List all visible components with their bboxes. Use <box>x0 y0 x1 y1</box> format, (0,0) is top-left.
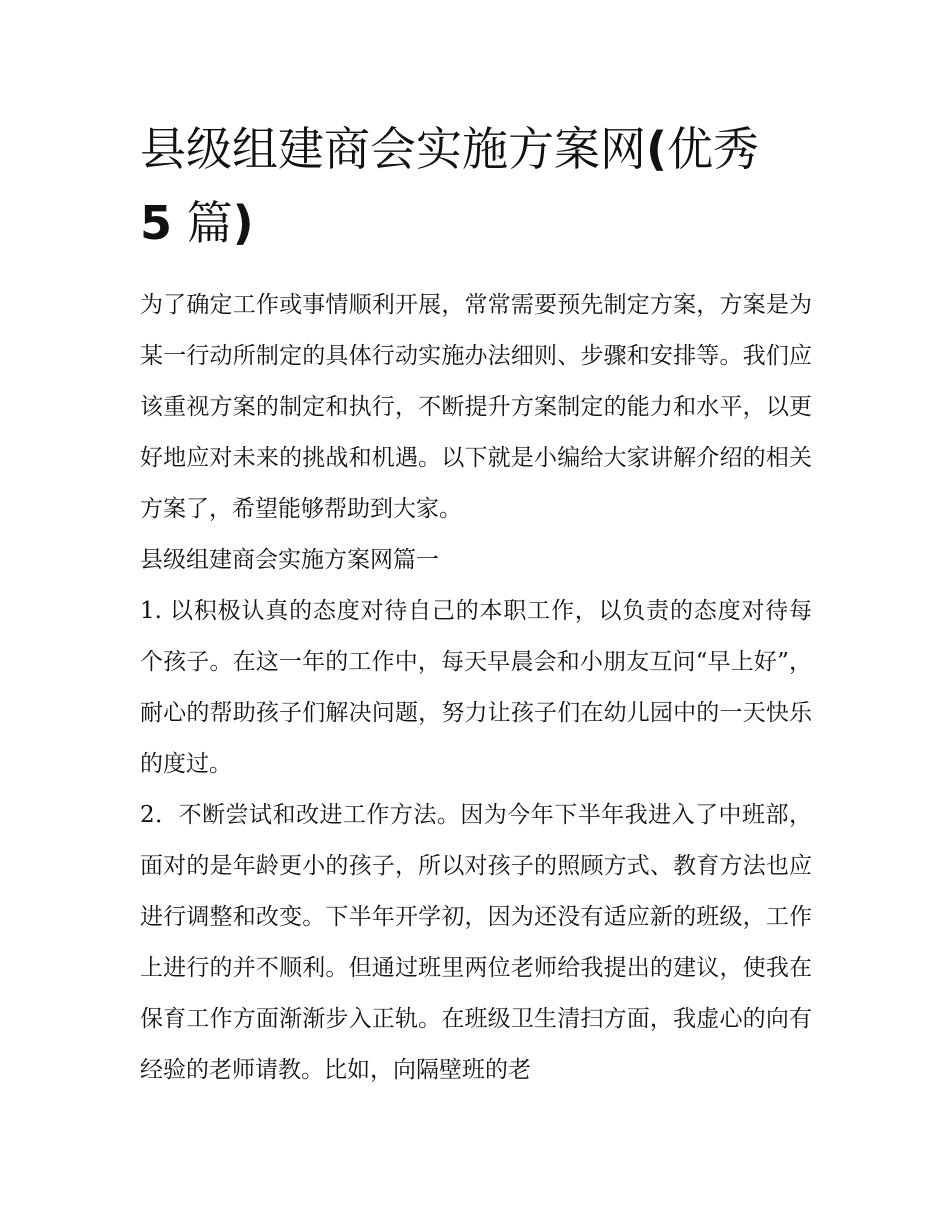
document-title <box>140 112 812 260</box>
section-heading: 县级组建商会实施方案网篇一 <box>140 547 439 573</box>
title-main: 县级组建商会实施方案网 <box>140 122 646 176</box>
intro-paragraph: 为了确定工作或事情顺利开展，常常需要预先制定方案，方案是为某一行动所制定的具体行动实施办法细则、步骤和安排等。我们应该重视方案的制定和执行，不断提升方案制定的能力和水平，以更好地应对未来的挑战和机遇。以下就是小编给大家讲解介绍的相关方案了，希望能够帮助到大家。 <box>140 292 812 522</box>
list-item-2: 2．不断尝试和改进工作方法。因为今年下半年我进入了中班部，面对的是年龄更小的孩子，所以对孩子的照顾方式、教育方法也应进行调整和改变。下半年开学初，因为还没有适应新的班级，工作上进行的并不顺利。但通过班里两位老师给我提出的建议，使我在保育工作方面渐渐步入正轨。在班级卫生清扫方面，我虚心的向有经验的老师请教。比如，向隔壁班的老 <box>140 802 812 1083</box>
title-paren-close: ) <box>232 196 254 250</box>
title-pian: 篇 <box>186 196 233 250</box>
title-you: 优秀 <box>667 122 760 176</box>
document-page <box>140 112 812 1096</box>
title-number: 5 <box>140 196 173 250</box>
title-paren-open: ( <box>646 122 668 176</box>
list-item-1: 1. 以积极认真的态度对待自己的本职工作，以负责的态度对待每个孩子。在这一年的工作中，每天早晨会和小朋友互问“早上好”，耐心的帮助孩子们解决问题，努力让孩子们在幼儿园中的一天快乐的度过。 <box>140 598 812 777</box>
